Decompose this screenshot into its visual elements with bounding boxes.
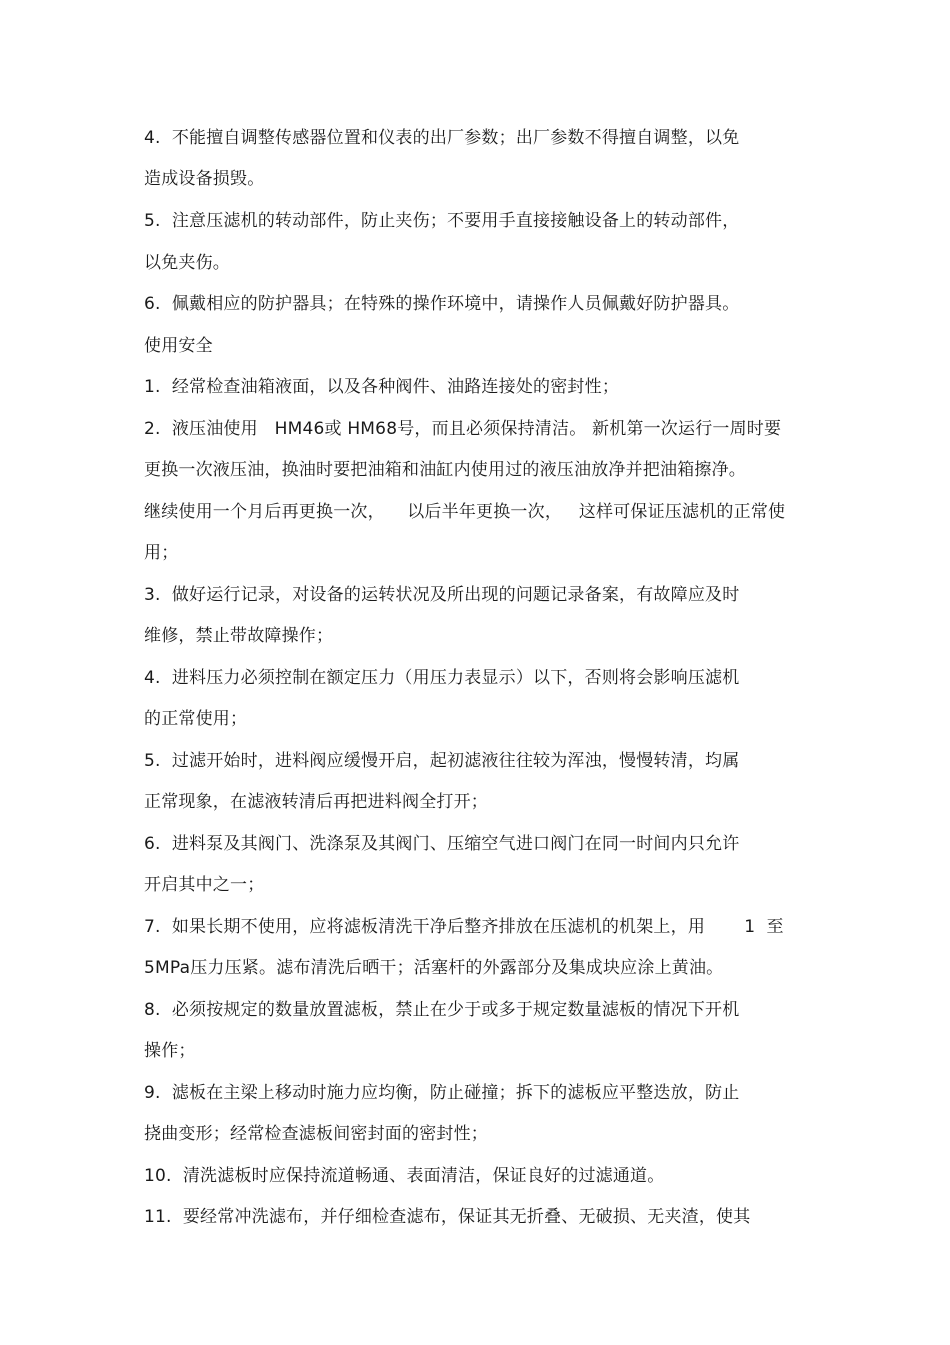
text-line: 挠曲变形；经常检查滤板间密封面的密封性； (144, 1124, 488, 1144)
text-line: 的正常使用； (144, 709, 248, 729)
text-line: 1. 经常检查油箱液面，以及各种阀件、油路连接处的密封性； (144, 377, 620, 397)
text-line: 5. 注意压滤机的转动部件，防止夹伤；不要用手直接接触设备上的转动部件， (144, 211, 740, 231)
text-line: 更换一次液压油，换油时要把油箱和油缸内使用过的液压油放净并把油箱擦净。 (144, 460, 746, 480)
text-line: 6. 进料泵及其阀门、洗涤泵及其阀门、压缩空气进口阀门在同一时间内只允许 (144, 834, 740, 854)
text-line: 继续使用一个月后再更换一次， 以后半年更换一次， 这样可保证压滤机的正常使 (144, 502, 786, 522)
text-line: 以免夹伤。 (144, 253, 230, 273)
text-line: 10. 清洗滤板时应保持流道畅通、表面清洁，保证良好的过滤通道。 (144, 1166, 665, 1186)
text-line: 正常现象，在滤液转清后再把进料阀全打开； (144, 792, 488, 812)
text-line: 11. 要经常冲洗滤布，并仔细检查滤布，保证其无折叠、无破损、无夹渣，使其 (144, 1207, 751, 1227)
text-line: 4. 进料压力必须控制在额定压力（用压力表显示）以下，否则将会影响压滤机 (144, 668, 740, 688)
text-line: 6. 佩戴相应的防护器具；在特殊的操作环境中，请操作人员佩戴好防护器具。 (144, 294, 740, 314)
section-heading: 使用安全 (144, 336, 213, 356)
text-line: 7. 如果长期不使用，应将滤板清洗干净后整齐排放在压滤机的机架上，用 1 至 (144, 917, 784, 937)
text-line: 4. 不能擅自调整传感器位置和仪表的出厂参数；出厂参数不得擅自调整，以免 (144, 128, 740, 148)
text-line: 造成设备损毁。 (144, 169, 265, 189)
text-line: 维修，禁止带故障操作； (144, 626, 334, 646)
text-line: 8. 必须按规定的数量放置滤板，禁止在少于或多于规定数量滤板的情况下开机 (144, 1000, 740, 1020)
text-line: 5MPa压力压紧。滤布清洗后晒干；活塞杆的外露部分及集成块应涂上黄油。 (144, 958, 724, 978)
text-line: 操作； (144, 1041, 196, 1061)
text-line: 用； (144, 543, 179, 563)
text-line: 9. 滤板在主梁上移动时施力应均衡，防止碰撞；拆下的滤板应平整迭放，防止 (144, 1083, 740, 1103)
text-line: 2. 液压油使用 HM46或 HM68号，而且必须保持清洁。 新机第一次运行一周时要 (144, 419, 782, 439)
text-line: 开启其中之一； (144, 875, 265, 895)
text-line: 3. 做好运行记录，对设备的运转状况及所出现的问题记录备案，有故障应及时 (144, 585, 740, 605)
text-line: 5. 过滤开始时，进料阀应缓慢开启，起初滤液往往较为浑浊，慢慢转清，均属 (144, 751, 740, 771)
